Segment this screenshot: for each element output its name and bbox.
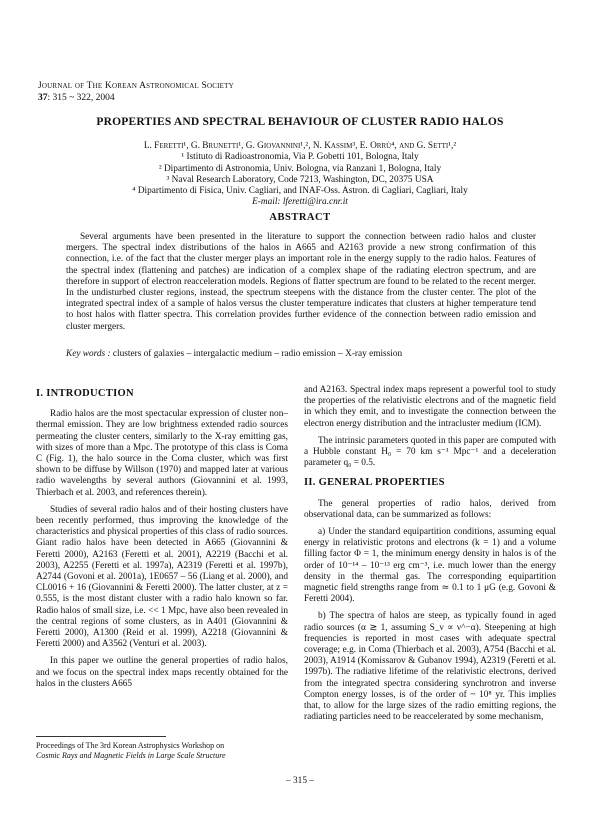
footnote-rule <box>36 736 166 737</box>
abstract-text: Several arguments have been presented in the literature to support the connection between radio halos and cluster mergers. The spectral index distributions of the halos in A665 and A2163 provide a new strong confirmation of this connection, i.e. of the fact that the cluster merger plays an important role in the energy supply to the radio halos. Features of the spectral index (flattening and patches) are indication of a complex shape of the radiating electron spectrum, and are therefore in support of electron reacceleration models. Regions of flatter spectrum are found to be related to the recent merger. In the undisturbed cluster regions, instead, the spectrum steepens with the distance from the cluster center. The plot of the integrated spectral index of a sample of halos versus the cluster temperature indicates that clusters at higher temperature tend to host halos with flatter spectra. This correlation provides further evidence of the connection between radio emission and cluster mergers. <box>66 232 536 332</box>
paragraph: Radio halos are the most spectacular expression of cluster non–thermal emission. They are low brightness extended radio sources permeating the cluster centers, similarly to the X-ray emitting gas, with sizes of more than a Mpc. The prototype of this class is Coma C (Fig. 1), the halo source in the Coma cluster, which was first shown to be diffuse by Willson (1970) and mapped later at various radio wavelengths by several authors (Giovannini et al. 1993, Thierbach et al. 2003, and references therein). <box>36 409 288 498</box>
affiliation-4: ⁴ Dipartimento di Fisica, Univ. Cagliari, and INAF-Oss. Astron. di Cagliari, Cagliari, Italy <box>132 186 468 197</box>
journal-header <box>38 80 234 104</box>
section-heading-general-properties: II. GENERAL PROPERTIES <box>304 477 445 489</box>
author-block <box>0 141 600 209</box>
page-range: : 315 ~ 322, 2004 <box>47 93 115 103</box>
footnote-line-2: Cosmic Rays and Magnetic Fields in Large Scale Structure <box>36 750 226 760</box>
paragraph: a) Under the standard equipartition conditions, assuming equal energy in relativistic protons and electrons (k = 1) and a volume filling factor Φ = 1, the minimum energy density in halos is of the order of 10⁻¹⁴ – 10⁻¹³ erg cm⁻³, i.e. much lower than the energy density in the thermal gas. The corresponding equipartition magnetic field strengths range from ≃ 0.1 to 1 μG (e.g. Govoni & Feretti 2004). <box>304 527 556 605</box>
affiliation-3: ³ Naval Research Laboratory, Code 7213, Washington, DC, 20375 USA <box>166 174 434 185</box>
journal-name: Journal of The Korean Astronomical Society <box>38 81 234 91</box>
footnote-line-1: Proceedings of The 3rd Korean Astrophysics Workshop on <box>36 741 225 750</box>
affiliation-2: ² Dipartimento di Astronomia, Univ. Bologna, via Ranzani 1, Bologna, Italy <box>158 163 442 174</box>
author-email: E-mail: lferetti@ira.cnr.it <box>252 197 348 208</box>
left-column <box>36 388 288 696</box>
keywords-label: Key words : <box>66 349 111 359</box>
affiliation-1: ¹ Istituto di Radioastronomia, Via P. Gobetti 101, Bologna, Italy <box>181 152 419 163</box>
page-number: – 315 – <box>286 776 314 786</box>
paragraph: b) The spectra of halos are steep, as typically found in aged radio sources (α ≳ 1, assuming S_ν ∝ ν^−α). Steepening at high frequencies is reported in most cases with adequate spectral coverage; e.g. in Coma (Thierbach et al. 2003), A754 (Bacchi et al. 2003), A1914 (Komissarov & Gubanov 1994), A2319 (Feretti et al. 1997b). The radiative lifetime of the relativistic electrons, derived from the integrated spectra considering synchrotron and inverse Compton energy losses, is of the order of ~ 10⁸ yr. This implies that, to allow for the large sizes of the radio emitting regions, the radiating particles need to be reaccelerated by some mechanism, <box>304 611 556 723</box>
section-heading-introduction: I. INTRODUCTION <box>36 388 134 399</box>
right-column <box>304 385 556 729</box>
paper-title: PROPERTIES AND SPECTRAL BEHAVIOUR OF CLUSTER RADIO HALOS <box>96 116 504 128</box>
paragraph: The general properties of radio halos, derived from observational data, can be summarized as follows: <box>304 498 556 520</box>
paragraph: The intrinsic parameters quoted in this paper are computed with a Hubble constant H₀ = 70 km s⁻¹ Mpc⁻¹ and a deceleration parameter q₀ = 0.5. <box>304 435 556 469</box>
volume-line <box>38 92 234 104</box>
keywords-text: clusters of galaxies – intergalactic medium – radio emission – X-ray emission <box>110 349 403 359</box>
volume-number: 37 <box>38 93 48 103</box>
footnote <box>36 736 296 760</box>
paragraph: Studies of several radio halos and of their hosting clusters have been recently performed, thus improving the knowledge of the characteristics and physical properties of this class of radio sources. Giant radio halos have been detected in A665 (Giovannini & Feretti 2000), A2163 (Feretti et al. 2001), A2219 (Bacchi et al. 2003), A2255 (Feretti et al. 1997a), A2319 (Feretti et al. 1997b), A2744 (Govoni et al. 2001a), 1E0657 – 56 (Liang et al. 2000), and CL0016 + 16 (Giovannini & Feretti 2000). The latter cluster, at z = 0.555, is the most distant cluster with a radio halo known so far. Radio halos of small size, i.e. << 1 Mpc, have also been revealed in the central regions of some clusters, as in A401 (Giovannini & Feretti 2000), A1300 (Reid et al. 1999), A2218 (Giovannini & Feretti 2000) and A3562 (Venturi et al. 2003). <box>36 504 288 650</box>
keywords <box>66 349 536 360</box>
paragraph: and A2163. Spectral index maps represent a powerful tool to study the properties of the relativistic electrons and of the magnetic field in which they emit, and to investigate the connection between the electron energy distribution and the intracluster medium (ICM). <box>304 385 556 429</box>
author-names: L. Feretti¹, G. Brunetti¹, G. Giovannini¹,², N. Kassim³, E. Orrù⁴, and G. Setti¹,² <box>143 141 457 151</box>
abstract-heading: ABSTRACT <box>269 212 331 223</box>
paragraph: In this paper we outline the general properties of radio halos, and we focus on the spectral index maps recently obtained for the halos in the clusters A665 <box>36 656 288 689</box>
